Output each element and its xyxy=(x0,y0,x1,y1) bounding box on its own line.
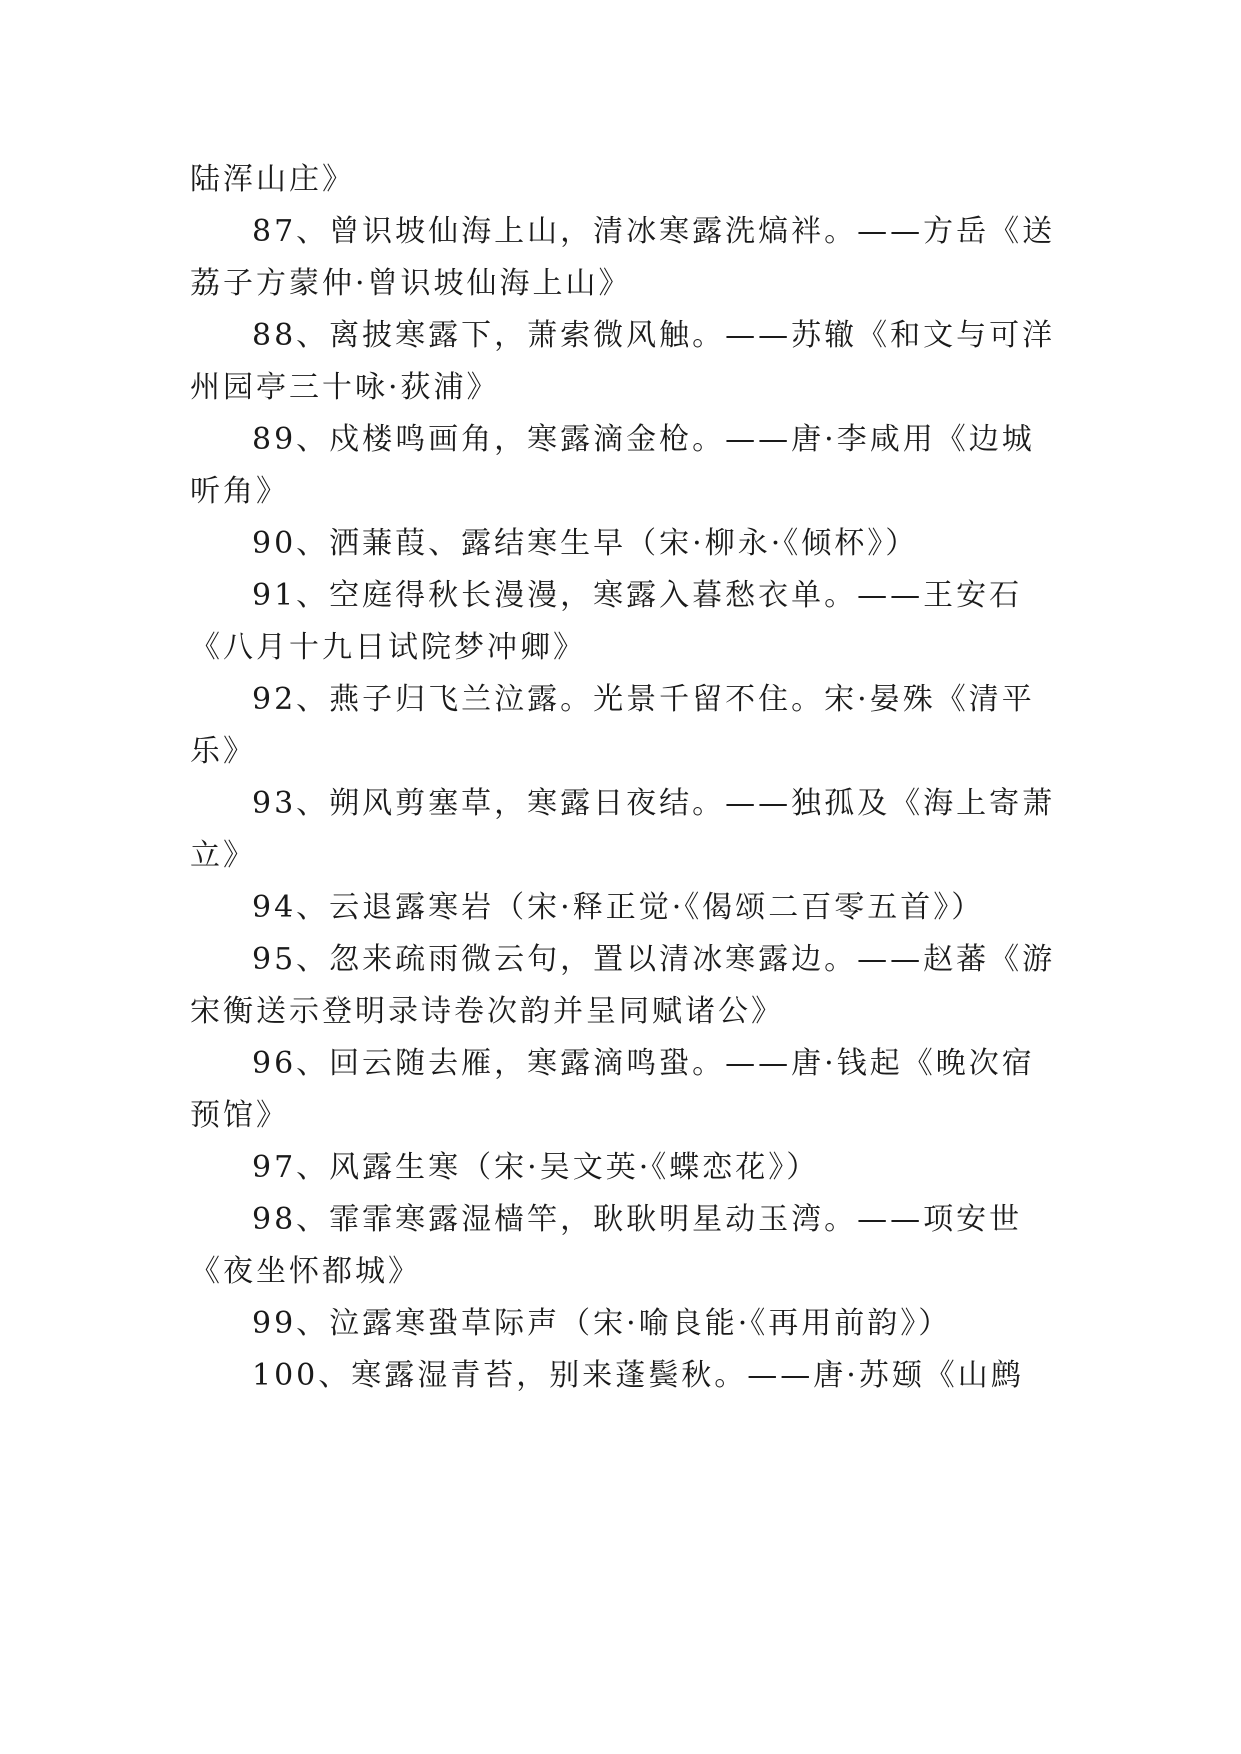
text-line: 92、燕子归飞兰泣露。光景千留不住。宋·晏殊《清平 xyxy=(252,682,1035,717)
text-line: 89、戍楼鸣画角，寒露滴金枪。——唐·李咸用《边城 xyxy=(252,422,1035,457)
text-line: 100、寒露湿青苔，别来蓬鬓秋。——唐·苏颋《山鹧 xyxy=(252,1358,1024,1393)
text-line: 预馆》 xyxy=(190,1098,289,1133)
text-line: 91、空庭得秋长漫漫，寒露入暮愁衣单。——王安石 xyxy=(252,578,1023,613)
text-line: 听角》 xyxy=(190,474,289,509)
text-line: 州园亭三十咏·荻浦》 xyxy=(190,370,500,405)
text-line: 88、离披寒露下，萧索微风触。——苏辙《和文与可洋 xyxy=(252,318,1056,353)
text-line: 乐》 xyxy=(190,734,256,769)
text-line: 陆浑山庄》 xyxy=(190,162,355,197)
text-line: 94、云退露寒岩（宋·释正觉·《偈颂二百零五首》） xyxy=(252,890,985,925)
text-line: 98、霏霏寒露湿樯竿，耿耿明星动玉湾。——项安世 xyxy=(252,1202,1023,1237)
text-line: 宋衡送示登明录诗卷次韵并呈同赋诸公》 xyxy=(190,994,784,1029)
text-line: 93、朔风剪塞草，寒露日夜结。——独孤及《海上寄萧 xyxy=(252,786,1056,821)
text-line: 99、泣露寒蛩草际声（宋·喻良能·《再用前韵》） xyxy=(252,1306,952,1341)
text-line: 95、忽来疏雨微云句，置以清冰寒露边。——赵蕃《游 xyxy=(252,942,1056,977)
text-line: 《八月十九日试院梦冲卿》 xyxy=(190,630,586,665)
text-line: 87、曾识坡仙海上山，清冰寒露洗熇袢。——方岳《送 xyxy=(252,214,1056,249)
text-line: 《夜坐怀都城》 xyxy=(190,1254,421,1289)
text-line: 97、风露生寒（宋·吴文英·《蝶恋花》） xyxy=(252,1150,820,1185)
text-line: 96、回云随去雁，寒露滴鸣蛩。——唐·钱起《晚次宿 xyxy=(252,1046,1035,1081)
text-line: 90、洒蒹葭、露结寒生早（宋·柳永·《倾杯》） xyxy=(252,526,919,561)
text-line: 荔子方蒙仲·曾识坡仙海上山》 xyxy=(190,266,632,301)
text-line: 立》 xyxy=(190,838,256,873)
